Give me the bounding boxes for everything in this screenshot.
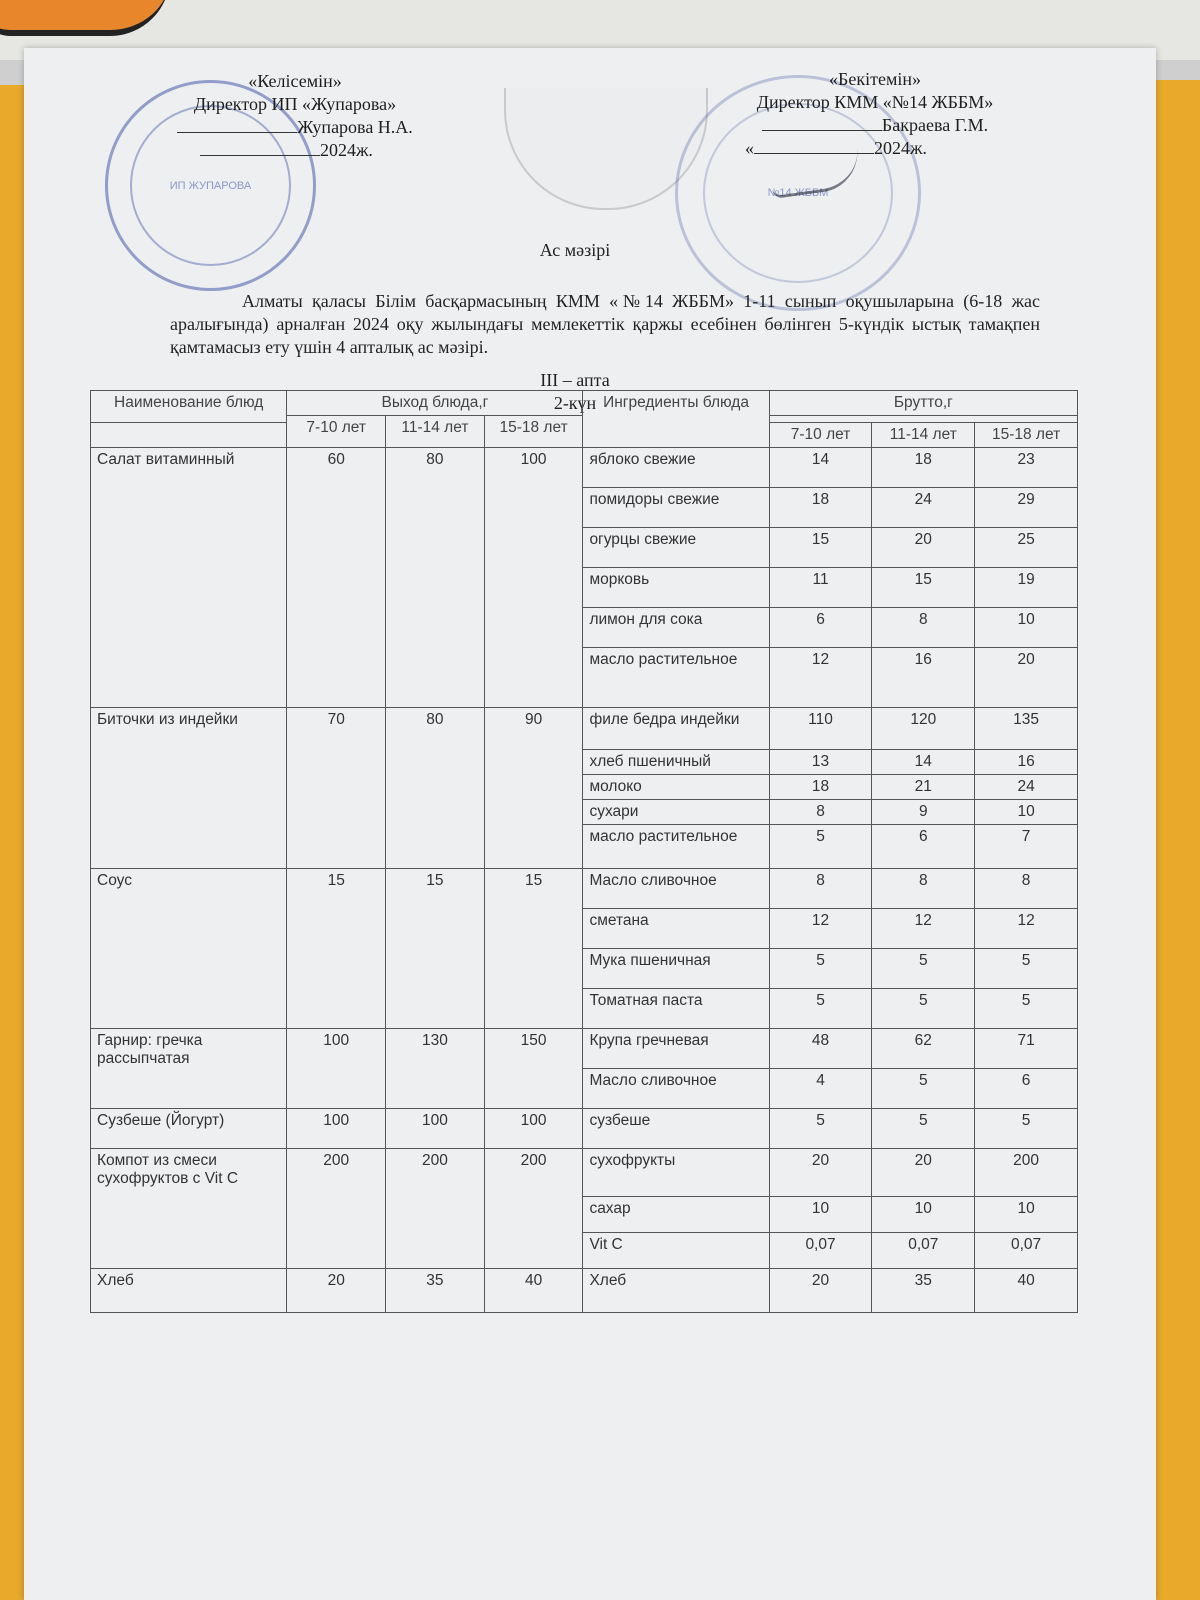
- dish-output-cell: 100: [484, 448, 583, 708]
- table-row: [91, 448, 1078, 488]
- brutto-cell: 5: [769, 989, 872, 1029]
- dish-output-cell: 90: [484, 708, 583, 869]
- dish-output-cell: 200: [484, 1149, 583, 1269]
- header-output-11-14: 11-14 лет: [386, 416, 485, 448]
- ingredient-name: Хлеб: [583, 1269, 769, 1313]
- dish-output-cell: 100: [287, 1109, 386, 1149]
- date-line: [754, 137, 874, 154]
- brutto-cell: 7: [975, 825, 1078, 869]
- dish-output-cell: 60: [287, 448, 386, 708]
- brutto-cell: 6: [872, 825, 975, 869]
- brutto-cell: 8: [769, 869, 872, 909]
- dish-output-cell: 15: [287, 869, 386, 1029]
- dish-output-cell: 40: [484, 1269, 583, 1313]
- brutto-cell: 5: [872, 1109, 975, 1149]
- brutto-cell: 4: [769, 1069, 872, 1109]
- brutto-cell: 5: [975, 949, 1078, 989]
- brutto-cell: 5: [872, 1069, 975, 1109]
- date-line: [200, 139, 320, 156]
- brutto-cell: 14: [769, 448, 872, 488]
- brutto-cell: 120: [872, 708, 975, 750]
- brutto-cell: 10: [975, 608, 1078, 648]
- dish-output-cell: 20: [287, 1269, 386, 1313]
- brutto-cell: 13: [769, 750, 872, 775]
- ingredient-name: сахар: [583, 1197, 769, 1233]
- brutto-cell: 25: [975, 528, 1078, 568]
- ingredient-name: Vit C: [583, 1233, 769, 1269]
- brutto-cell: 12: [769, 909, 872, 949]
- ingredient-name: масло растительное: [583, 825, 769, 869]
- ingredient-name: Масло сливочное: [583, 1069, 769, 1109]
- brutto-cell: 18: [769, 775, 872, 800]
- dish-output-cell: 35: [386, 1269, 485, 1313]
- approval-left-title: «Келісемін»: [248, 71, 342, 91]
- day-label: 2-күн: [553, 393, 597, 413]
- approval-left-date-suffix: 2024ж.: [320, 140, 373, 160]
- approval-right: [715, 68, 1035, 160]
- menu-table: [90, 390, 1078, 1313]
- signature-line: [177, 116, 297, 133]
- brutto-cell: 0,07: [975, 1233, 1078, 1269]
- brutto-cell: 8: [769, 800, 872, 825]
- header-dish-spacer: [91, 423, 287, 448]
- dish-output-cell: 200: [287, 1149, 386, 1269]
- document-title: Ас мәзірі: [539, 240, 611, 260]
- header-brutto-7-10: 7-10 лет: [769, 423, 872, 448]
- brutto-cell: 12: [975, 909, 1078, 949]
- ingredient-name: сухари: [583, 800, 769, 825]
- ingredient-name: яблоко свежие: [583, 448, 769, 488]
- table-row: [91, 708, 1078, 750]
- stamp-left-text: ИП ЖУПАРОВА: [169, 179, 252, 192]
- dish-output-cell: 15: [386, 869, 485, 1029]
- brutto-cell: 5: [769, 1109, 872, 1149]
- dish-output-cell: 80: [386, 448, 485, 708]
- header-output-7-10: 7-10 лет: [287, 416, 386, 448]
- brutto-cell: 14: [872, 750, 975, 775]
- brutto-cell: 10: [872, 1197, 975, 1233]
- ingredient-name: Томатная паста: [583, 989, 769, 1029]
- dish-output-cell: 130: [386, 1029, 485, 1109]
- header-brutto-15-18: 15-18 лет: [975, 423, 1078, 448]
- dish-name: Гарнир: гречка рассыпчатая: [91, 1029, 287, 1109]
- brutto-cell: 21: [872, 775, 975, 800]
- document-description: Алматы қаласы Білім басқармасының КММ «№14 ЖББМ» 1-11 сынып оқушыларына (6-18 жас аралығында) арналған 2024 оқу жылындағы мемлекеттік қаржы есебінен бөлінген 5-күндік ыстық тамақпен қамтамасыз ету үшін 4 апталық ас мәзірі.: [170, 291, 1040, 357]
- brutto-cell: 5: [975, 989, 1078, 1029]
- dish-output-cell: 15: [484, 869, 583, 1029]
- ingredient-name: сметана: [583, 909, 769, 949]
- approval-left-name-line: [150, 116, 440, 139]
- brutto-cell: 200: [975, 1149, 1078, 1197]
- ingredient-name: огурцы свежие: [583, 528, 769, 568]
- table-row: [91, 1149, 1078, 1197]
- menu-table-body: [91, 448, 1078, 1313]
- brutto-cell: 29: [975, 488, 1078, 528]
- dish-output-cell: 70: [287, 708, 386, 869]
- dish-name: Салат витаминный: [91, 448, 287, 708]
- approval-right-name-line: [715, 114, 1035, 137]
- brutto-cell: 24: [975, 775, 1078, 800]
- brutto-cell: 16: [872, 648, 975, 708]
- brutto-cell: 20: [975, 648, 1078, 708]
- brutto-cell: 110: [769, 708, 872, 750]
- brutto-cell: 135: [975, 708, 1078, 750]
- ingredient-name: Крупа гречневая: [583, 1029, 769, 1069]
- ingredient-name: сузбеше: [583, 1109, 769, 1149]
- brutto-cell: 5: [769, 949, 872, 989]
- signature-line: [762, 114, 882, 131]
- dish-output-cell: 100: [386, 1109, 485, 1149]
- brutto-cell: 15: [872, 568, 975, 608]
- brutto-cell: 24: [872, 488, 975, 528]
- ingredient-name: помидоры свежие: [583, 488, 769, 528]
- brutto-cell: 10: [975, 1197, 1078, 1233]
- approval-left-name: Жупарова Н.А.: [297, 117, 413, 137]
- brutto-cell: 20: [872, 1149, 975, 1197]
- approval-right-name: Бакраева Г.М.: [881, 115, 989, 135]
- approval-right-date-line: [715, 137, 1035, 160]
- approval-left-position: Директор ИП «Жупарова»: [193, 94, 397, 114]
- ingredient-name: хлеб пшеничный: [583, 750, 769, 775]
- brutto-cell: 71: [975, 1029, 1078, 1069]
- table-row: [91, 1269, 1078, 1313]
- brutto-cell: 6: [975, 1069, 1078, 1109]
- brutto-cell: 62: [872, 1029, 975, 1069]
- brutto-cell: 8: [872, 869, 975, 909]
- brutto-cell: 0,07: [872, 1233, 975, 1269]
- ingredient-name: сухофрукты: [583, 1149, 769, 1197]
- dish-output-cell: 200: [386, 1149, 485, 1269]
- week-label: III – апта: [540, 370, 610, 390]
- yellow-board-right: [1155, 80, 1200, 1600]
- table-row: [91, 1029, 1078, 1069]
- brutto-cell: 40: [975, 1269, 1078, 1313]
- brutto-cell: 8: [872, 608, 975, 648]
- brutto-cell: 5: [872, 989, 975, 1029]
- brutto-cell: 23: [975, 448, 1078, 488]
- dish-name: Хлеб: [91, 1269, 287, 1313]
- approval-right-title: «Бекітемін»: [829, 69, 921, 89]
- brutto-cell: 9: [872, 800, 975, 825]
- ingredient-name: Масло сливочное: [583, 869, 769, 909]
- dish-name: Сузбеше (Йогурт): [91, 1109, 287, 1149]
- brutto-cell: 12: [769, 648, 872, 708]
- dish-output-cell: 100: [287, 1029, 386, 1109]
- header-brutto: Брутто,г: [769, 391, 1077, 416]
- dish-name: Компот из смеси сухофруктов с Vit C: [91, 1149, 287, 1269]
- header-ingredients: Ингредиенты блюда: [583, 391, 769, 448]
- header-dish-name: Наименование блюд: [91, 391, 287, 423]
- brutto-cell: 0,07: [769, 1233, 872, 1269]
- brutto-cell: 5: [872, 949, 975, 989]
- brutto-cell: 16: [975, 750, 1078, 775]
- approval-left: [150, 70, 440, 162]
- brutto-cell: 48: [769, 1029, 872, 1069]
- brutto-cell: 5: [975, 1109, 1078, 1149]
- table-row: [91, 869, 1078, 909]
- ingredient-name: морковь: [583, 568, 769, 608]
- table-row: [91, 1109, 1078, 1149]
- header-output: Выход блюда,г: [287, 391, 583, 416]
- stamp-right-text: №14 ЖББМ: [767, 187, 829, 199]
- ingredient-name: филе бедра индейки: [583, 708, 769, 750]
- brutto-cell: 18: [872, 448, 975, 488]
- dish-name: Биточки из индейки: [91, 708, 287, 869]
- approval-right-date-prefix: «: [745, 138, 754, 158]
- dish-output-cell: 80: [386, 708, 485, 869]
- brutto-cell: 20: [872, 528, 975, 568]
- ingredient-name: молоко: [583, 775, 769, 800]
- dish-output-cell: 150: [484, 1029, 583, 1109]
- approval-right-date-suffix: 2024ж.: [874, 138, 927, 158]
- brutto-cell: 35: [872, 1269, 975, 1313]
- brutto-cell: 12: [872, 909, 975, 949]
- brutto-cell: 8: [975, 869, 1078, 909]
- header-brutto-spacer: [769, 416, 1077, 423]
- brutto-cell: 20: [769, 1269, 872, 1313]
- header-brutto-11-14: 11-14 лет: [872, 423, 975, 448]
- brutto-cell: 5: [769, 825, 872, 869]
- brutto-cell: 15: [769, 528, 872, 568]
- dish-output-cell: 100: [484, 1109, 583, 1149]
- approval-right-position: Директор КММ «№14 ЖББМ»: [756, 92, 994, 112]
- ingredient-name: масло растительное: [583, 648, 769, 708]
- ingredient-name: Мука пшеничная: [583, 949, 769, 989]
- brutto-cell: 10: [975, 800, 1078, 825]
- brutto-cell: 6: [769, 608, 872, 648]
- dish-name: Соус: [91, 869, 287, 1029]
- brutto-cell: 20: [769, 1149, 872, 1197]
- approval-left-date-line: [150, 139, 440, 162]
- brutto-cell: 10: [769, 1197, 872, 1233]
- header-output-15-18: 15-18 лет: [484, 416, 583, 448]
- brutto-cell: 19: [975, 568, 1078, 608]
- brutto-cell: 18: [769, 488, 872, 528]
- brutto-cell: 11: [769, 568, 872, 608]
- ingredient-name: лимон для сока: [583, 608, 769, 648]
